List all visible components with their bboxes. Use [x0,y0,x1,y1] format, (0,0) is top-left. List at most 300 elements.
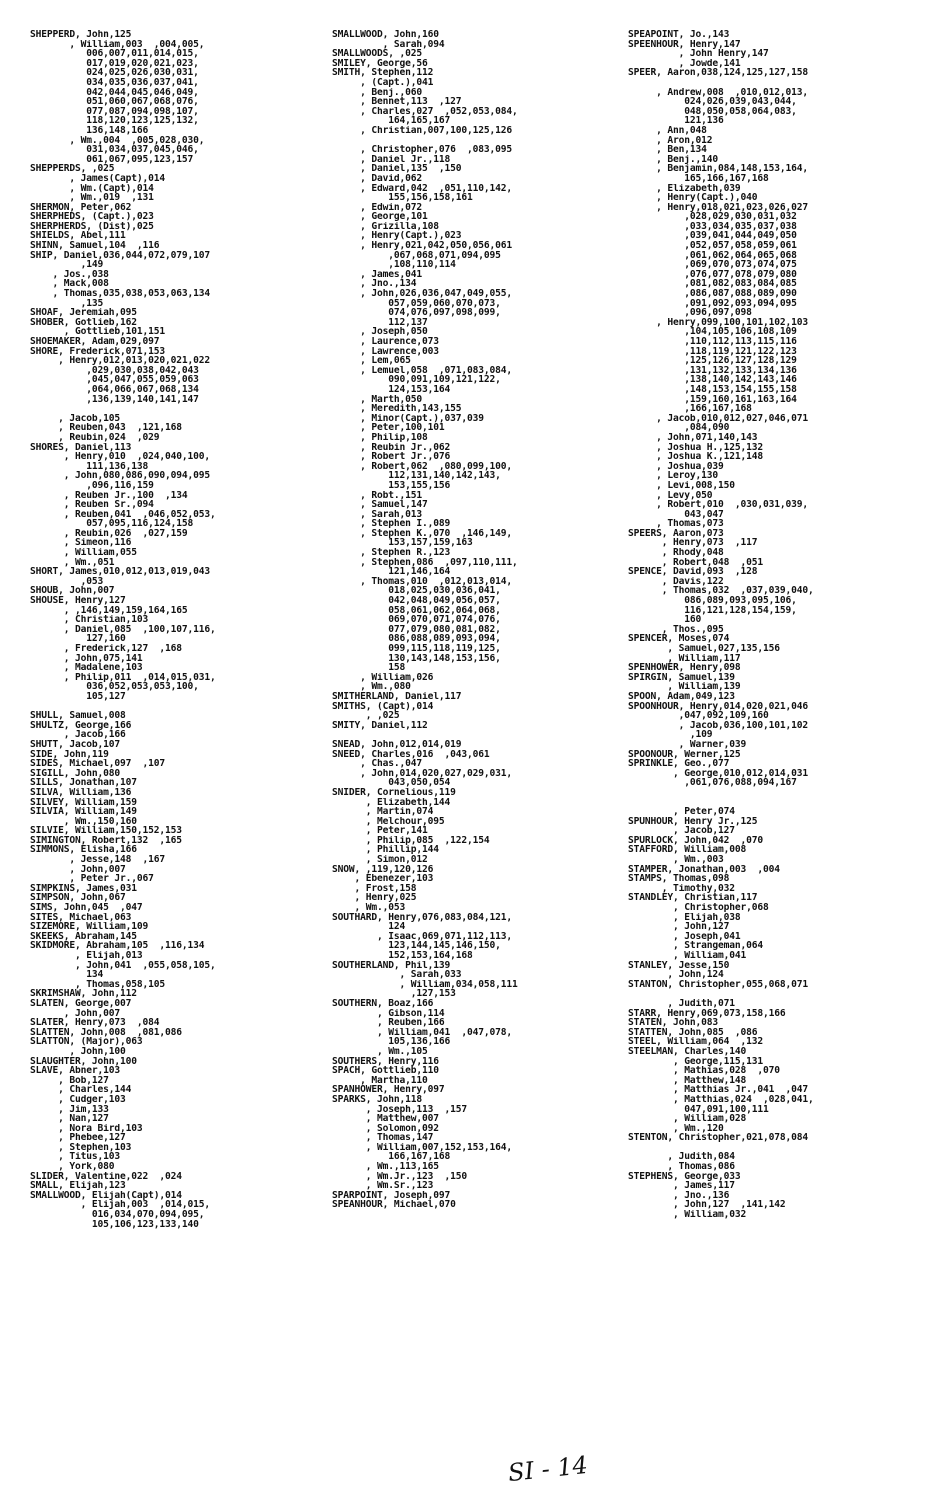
index-line: SPARPOINT, Joseph,097 [332,1190,451,1201]
index-line: , Jos.,038 [30,269,109,280]
index-line: SKRIMSHAW, John,112 [30,989,137,999]
index-line: , Edwin,072 [332,202,423,213]
index-line: , Jacob,105 [30,413,121,424]
index-line: SLAUGHTER, John,100 [30,1056,137,1067]
index-line: , John,100 [30,1046,126,1057]
index-line: SHOAF, Jeremiah,095 [30,308,137,318]
index-line: , Martha,110 [332,1075,428,1086]
index-line: SHOEMAKER, Adam,029,097 [30,337,160,347]
index-line: , Reubin,024 ,029 [30,432,160,443]
index-line: STANDLEY, Christian,117 [628,893,758,904]
index-line: , Wm.Sr.,123 [332,1181,434,1191]
index-line: , Wm.,113,165 [332,1162,439,1172]
index-line: , Jacob,127 [628,826,735,836]
index-line: ,081,082,083,084,085 [628,279,797,290]
index-line [628,1143,926,1153]
index-line: , Wm.Jr.,123 ,150 [332,1171,468,1182]
index-line: SHOUSE, Henry,127 [30,596,126,606]
index-line: , Reubin Jr.,062 [332,442,451,453]
index-line: SHULL, Samuel,008 [30,711,126,721]
index-line: , Joshua H.,125,132 [628,442,764,453]
index-line: , John,127 [628,922,730,932]
index-line: , Judith,084 [628,1152,735,1163]
index-line: SPANHOWER, Henry,097 [332,1085,445,1095]
index-line: 036,052,053,053,100, [30,682,199,692]
index-line: STANTON, Christopher,055,068,071 [628,979,809,990]
index-line: SMITY, Daniel,112 [332,720,428,731]
index-line: , Joseph,050 [332,327,428,337]
index-line: , Jacob,166 [30,730,126,740]
index-line: STATEN, John,083 [628,1018,719,1028]
index-line: 123,144,145,146,150, [332,941,501,951]
index-line: ,118,119,121,122,123 [628,346,797,357]
index-line: 127,160 [30,634,126,644]
index-line: ,029,030,038,042,043 [30,365,199,376]
index-line: , John,007 [30,1008,121,1019]
index-line: ,086,087,088,089,090 [628,289,797,299]
index-line: , Isaac,069,071,112,113, [332,931,513,942]
index-line: SKEEKS, Abraham,145 [30,931,137,942]
index-line: , Wm.,150,160 [30,816,137,827]
index-line: SIMS, John,045 ,047 [30,903,143,913]
index-line: , Jacob,010,012,027,046,071 [628,413,809,424]
index-line: , Minor(Capt.),037,039 [332,413,484,424]
index-line: , Wm.,120 [628,1123,724,1134]
index-line: , Stephen K.,070 ,146,149, [332,528,513,539]
index-line: SPEANHOUR, Michael,070 [332,1200,456,1211]
index-line: , Sarah,033 [332,970,462,980]
index-line: , Henry,025 [332,893,417,904]
index-line [628,78,926,88]
index-line: , John,127 ,141,142 [628,1200,786,1211]
index-line: SLATTON, (Major),063 [30,1037,143,1047]
index-line: 042,044,045,046,049, [30,87,199,98]
index-line: , Grizilla,108 [332,221,439,232]
index-line: 112,131,140,142,143, [332,471,501,481]
index-line: ,109 [628,730,713,740]
index-line: 155,156,158,161 [332,193,473,203]
index-line: 130,143,148,153,156, [332,653,501,664]
index-line [30,404,320,414]
index-line: , Cudger,103 [30,1094,126,1105]
index-line [30,702,320,712]
index-line: SIZEMORE, William,109 [30,922,149,932]
index-line: 134 [30,970,104,980]
index-line: STEELMAN, Charles,140 [628,1046,747,1057]
index-line: ,045,047,055,059,063 [30,375,199,385]
index-line: , Matthias,024 ,028,041, [628,1094,814,1105]
index-line: , George,101 [332,212,428,222]
index-line [628,788,926,798]
index-line: , John,124 [628,970,724,980]
index-line: ,033,034,035,037,038 [628,221,797,232]
index-line: 121,146,164 [332,567,451,577]
index-line: , William,028 [628,1114,747,1124]
index-line: 077,079,080,081,082, [332,624,501,635]
index-line: 152,153,164,168 [332,951,473,961]
index-line: , Titus,103 [30,1152,121,1163]
index-line: , Gottlieb,101,151 [30,327,166,337]
index-line: ,104,105,106,108,109 [628,327,797,337]
index-line: SMILEY, George,56 [332,58,428,69]
index-line: , John,041 ,055,058,105, [30,960,216,971]
index-line: , John,026,036,047,049,055, [332,289,513,299]
index-line: , Andrew,008 ,010,012,013, [628,87,809,98]
index-line: 105,127 [30,691,126,702]
index-line: , William,041 ,047,078, [332,1027,513,1038]
index-column-2 [332,30,622,1210]
index-line: , Simeon,116 [30,538,132,549]
index-line: , Robert,010 ,030,031,039, [628,500,809,510]
index-line: 086,089,093,095,106, [628,596,797,606]
index-line: 105,136,166 [332,1037,451,1047]
index-line: SOUTHERLAND, Phil,139 [332,960,451,971]
index-line: ,135 [30,298,104,309]
index-line: , Marth,050 [332,394,423,405]
index-line: SMITHS, (Capt),014 [332,701,434,712]
index-line: , Matthias Jr.,041 ,047 [628,1085,809,1095]
index-line [628,989,926,999]
index-line: SHOUB, John,007 [30,586,115,597]
index-line: , Joseph,041 [628,931,741,942]
index-line: , Peter Jr.,067 [30,874,154,884]
index-line: , Charles,027 ,052,053,084, [332,106,518,117]
index-line: 016,034,070,094,095, [30,1210,205,1220]
index-line: , Chas.,047 [332,759,423,769]
index-line: ,108,110,114 [332,260,456,270]
index-line: , Madalene,103 [30,663,143,673]
index-line: SPACH, Gottlieb,110 [332,1066,439,1076]
index-line: , Davis,122 [628,576,724,587]
index-line: ,138,140,142,143,146 [628,375,797,385]
index-line: ,159,160,161,163,164 [628,394,797,405]
index-line: , Joshua K.,121,148 [628,452,764,462]
index-line: 118,120,123,125,132, [30,116,199,126]
index-line: , Aron,012 [628,135,713,146]
index-line: ,053 [30,576,104,587]
index-line: 057,059,060,070,073, [332,298,501,309]
index-line [332,730,622,740]
index-line: ,096,116,159 [30,480,154,491]
index-column-1 [30,30,320,1229]
index-line: , Ben,134 [628,145,707,155]
index-line: , Elijah,003 ,014,015, [30,1200,211,1211]
index-line: ,091,092,093,094,095 [628,298,797,309]
index-line: , Daniel,085 ,100,107,116, [30,624,216,635]
index-line: , Nora Bird,103 [30,1123,143,1134]
index-line: ,125,126,127,128,129 [628,356,797,366]
index-line: 024,026,039,043,044, [628,97,797,107]
index-line: 086,088,089,093,094, [332,634,501,644]
index-line: 006,007,011,014,015, [30,49,199,59]
index-line: , Wm.(Capt),014 [30,183,154,194]
index-line: , John Henry,147 [628,49,769,59]
index-line: , Reuben,043 ,121,168 [30,423,182,433]
index-line: , Reuben,041 ,046,052,053, [30,509,216,520]
index-line: , ,146,149,159,164,165 [30,605,188,616]
index-line: 057,095,116,124,158 [30,519,194,529]
index-line: SHIP, Daniel,036,044,072,079,107 [30,250,211,261]
index-line: SHEPPERDS, ,025 [30,164,115,174]
index-line: , John,071,140,143 [628,432,758,443]
index-line: SHORT, James,010,012,013,019,043 [30,567,211,577]
index-line: SMITH, Stephen,112 [332,68,434,78]
index-line: , Laurence,073 [332,337,439,347]
index-line: ,039,041,044,049,050 [628,231,797,242]
index-line: , York,080 [30,1162,115,1172]
index-column-3 [628,30,926,1220]
index-line: , Phebee,127 [30,1133,126,1143]
index-line: 166,167,168 [332,1152,451,1163]
index-line: , Thomas,058,105 [30,979,166,990]
index-line: , Jim,133 [30,1104,109,1115]
index-line: , Peter,074 [628,807,735,817]
index-line: , Wm.,004 ,005,028,030, [30,135,205,146]
index-line: 043,047 [628,509,724,520]
index-line: , Frost,158 [332,883,417,894]
index-line: 017,019,020,021,023, [30,58,199,69]
index-line: , Rhody,048 [628,548,724,558]
index-line: ,069,070,073,074,075 [628,260,797,270]
index-line: , William,117 [628,653,741,664]
index-line: ,110,112,113,115,116 [628,337,797,347]
index-line: SHULTZ, George,166 [30,720,132,731]
index-line: , Peter,141 [332,826,428,836]
index-line: SILVA, William,136 [30,787,132,798]
index-line: 165,166,167,168 [628,173,769,184]
index-line: SLIDER, Valentine,022 ,024 [30,1171,182,1182]
index-line: , Wm.,080 [332,682,411,692]
index-line: SLATTEN, John,008 ,081,086 [30,1027,182,1038]
index-line: , John,080,086,090,094,095 [30,471,211,481]
index-line: STAMPER, Jonathan,003 ,004 [628,864,780,875]
index-line: SMITHERLAND, Daniel,117 [332,691,462,702]
index-line: 153,157,159,163 [332,538,473,549]
index-line: , William,007,152,153,164, [332,1142,513,1153]
index-line [628,798,926,808]
index-line: , William,041 [628,951,747,961]
index-line: ,136,139,140,141,147 [30,394,199,405]
index-line: , Benjamin,084,148,153,164, [628,164,809,174]
index-line: , Henry,073 ,117 [628,538,758,549]
index-line: 153,155,156 [332,480,451,491]
index-line: , William,032 [628,1210,747,1220]
index-line: , Reuben Jr.,100 ,134 [30,490,188,501]
index-line: SPUNHOUR, Henry Jr.,125 [628,816,758,827]
index-line: SKIDMORE, Abraham,105 ,116,134 [30,941,205,951]
index-line: , Reubin,026 ,027,159 [30,528,188,539]
index-line: 034,035,036,037,041, [30,77,199,88]
index-line: , Frederick,127 ,168 [30,644,182,654]
index-line: SHERMON, Peter,062 [30,202,132,213]
index-line: , Thomas,035,038,053,063,134 [30,289,211,299]
index-line: SITES, Michael,063 [30,912,132,923]
index-line: , Wm.,051 [30,557,115,568]
index-line: , James,117 [628,1181,735,1191]
index-line: , James(Capt),014 [30,173,166,184]
index-line: ,131,132,133,134,136 [628,365,797,376]
index-line: ,076,077,078,079,080 [628,269,797,280]
index-line: 074,076,097,098,099, [332,308,501,318]
index-line: , Samuel,027,135,156 [628,644,780,654]
index-line: , William,055 [30,548,137,558]
index-line: STEPHENS, George,033 [628,1171,741,1182]
index-line: SPOON, Adam,049,123 [628,691,735,702]
index-line: 090,091,109,121,122, [332,375,501,385]
index-line: , Wm.,053 [332,903,406,913]
index-line: 031,034,037,045,046, [30,145,199,155]
index-line: , Warner,039 [628,739,747,750]
index-line: STAFFORD, William,008 [628,845,747,856]
index-line: 099,115,118,119,125, [332,644,501,654]
index-line: , Peter,100,101 [332,423,445,433]
index-line: SPEER, Aaron,038,124,125,127,158 [628,68,809,78]
index-line: , Judith,071 [628,998,735,1009]
index-line: , Charles,144 [30,1085,132,1095]
index-line: SLAVE, Abner,103 [30,1066,121,1076]
index-line: , Stephen R.,123 [332,548,451,558]
index-line: , Thomas,010 ,012,013,014, [332,576,513,587]
index-line: , Philip,085 ,122,154 [332,835,490,846]
index-line: SPOONOUR, Werner,125 [628,749,741,760]
index-line: , Matthew,148 [628,1075,747,1086]
index-line: , William,139 [628,682,741,692]
index-line: , Mathias,028 ,070 [628,1066,780,1076]
index-line: , Lem,065 [332,356,411,366]
index-line: , Robert,048 ,051 [628,557,764,568]
index-line: , Robt.,151 [332,490,423,501]
index-line: , Daniel,135 ,150 [332,164,462,174]
index-line: 111,136,138 [30,461,149,472]
index-line: , Jno.,134 [332,279,417,290]
index-line: , Lawrence,003 [332,346,439,357]
index-line: 158 [332,663,406,673]
index-line: SLATEN, George,007 [30,998,132,1009]
index-line: , Strangeman,064 [628,941,764,951]
index-line: , Sarah,013 [332,509,423,520]
index-line: , Thomas,032 ,037,039,040, [628,586,814,597]
page-number: SI - 14 [506,1450,590,1488]
index-line: SOUTHARD, Henry,076,083,084,121, [332,912,513,923]
index-line: 061,067,095,123,157 [30,154,194,165]
index-line: , Edward,042 ,051,110,142, [332,183,513,194]
index-line: SOUTHERN, Boaz,166 [332,998,434,1009]
index-line: SIMMONS, Elisha,166 [30,845,137,856]
index-line: , George,010,012,014,031 [628,768,809,779]
index-line: , Matthew,007 [332,1114,439,1124]
index-line: , Jacob,036,100,101,102 [628,720,809,731]
index-line: , Lemuel,058 ,071,083,084, [332,365,513,376]
index-line: , Christopher,068 [628,903,769,913]
index-line: ,052,057,058,059,061 [628,241,797,251]
index-line: , George,115,131 [628,1056,764,1067]
index-line: , Christian,007,100,125,126 [332,125,513,136]
index-line: 058,061,062,064,068, [332,605,501,616]
index-line: , Wm.,105 [332,1046,428,1057]
index-line: ,067,068,071,094,095 [332,250,501,261]
index-line: STATTEN, John,085 ,086 [628,1027,758,1038]
index-line: , Wm.,003 [628,855,724,865]
index-line: SILVIA, William,149 [30,807,137,817]
index-line: , Sarah,094 [332,39,445,50]
index-line: , Christian,103 [30,615,149,625]
index-line: , Phillip,144 [332,845,439,856]
index-line: , William,003 ,004,005, [30,39,205,50]
index-line: SPEENHOUR, Henry,147 [628,39,741,50]
index-line: STARR, Henry,069,073,158,166 [628,1008,786,1019]
index-line: SMALLWOOD, John,160 [332,30,439,40]
index-line: , Martin,074 [332,807,434,817]
index-line: 047,091,100,111 [628,1104,769,1115]
index-line: 051,060,067,068,076, [30,97,199,107]
index-line: SPIRGIN, Samuel,139 [628,672,735,683]
index-line: , Thos.,095 [628,624,724,635]
index-line: SHORES, Daniel,113 [30,442,132,453]
index-line: ,084,090 [628,423,730,433]
index-line: ,061,076,088,094,167 [628,778,797,788]
index-line: , Elizabeth,039 [628,183,741,194]
index-line: 160 [628,615,702,625]
index-line: , Simon,012 [332,855,428,865]
index-line: SHINN, Samuel,104 ,116 [30,241,160,251]
index-line: SHORE, Frederick,071,153 [30,346,166,357]
index-line: ,166,167,168 [628,404,752,414]
index-line: , Henry,012,013,020,021,022 [30,356,211,366]
index-line: 069,070,071,074,076, [332,615,501,625]
index-line: , Elizabeth,144 [332,797,451,808]
index-line [332,136,622,146]
index-line: , Mack,008 [30,279,109,290]
index-line: 116,121,128,154,159, [628,605,797,616]
index-line: , Benj.,060 [332,87,423,98]
index-line: , Timothy,032 [628,883,735,894]
index-line: , Samuel,147 [332,500,428,510]
index-line: , John,014,020,027,029,031, [332,768,513,779]
index-line: , William,034,058,111 [332,979,518,990]
index-line: , Levi,008,150 [628,480,735,491]
index-line: 105,106,123,133,140 [30,1219,199,1230]
index-line: SNIDER, Cornelious,119 [332,787,456,798]
index-line: , Jowde,141 [628,58,741,69]
index-line: SILVEY, William,159 [30,797,137,808]
index-line: SIMPSON, John,067 [30,893,126,904]
index-line: , Henry(Capt.),040 [628,193,758,203]
index-line: SOUTHERS, Henry,116 [332,1056,439,1067]
index-line: 043,050,054 [332,778,451,788]
index-line: , Nan,127 [30,1114,109,1124]
index-line: SHOBER, Gotlieb,162 [30,317,137,328]
index-line: SNOW, ,119,120,126 [332,864,434,875]
index-line: , Christopher,076 ,083,095 [332,145,513,155]
index-line: 077,087,094,098,107, [30,106,199,117]
index-line: ,061,062,064,065,068 [628,250,797,261]
index-line: SIDES, Michael,097 ,107 [30,759,166,769]
index-line: SPURLOCK, John,042 ,070 [628,835,764,846]
index-line: SHEPPERD, John,125 [30,30,132,40]
index-line: STENTON, Christopher,021,078,084 [628,1133,809,1143]
index-line: 164,165,167 [332,116,451,126]
index-line: , Henry(Capt.),023 [332,231,462,242]
index-line: , Elijah,013 [30,951,143,961]
index-line: ,028,029,030,031,032 [628,212,797,222]
index-line: 121,136 [628,116,724,126]
index-line: SPENCE, David,093 ,128 [628,567,758,577]
index-line: 124,153,164 [332,384,451,395]
index-line: SHERPHERDS, (Dist),025 [30,221,154,232]
index-line: 042,048,049,056,057, [332,596,501,606]
index-line: , Stephen I.,089 [332,519,451,529]
index-line: , Jno.,136 [628,1190,730,1201]
